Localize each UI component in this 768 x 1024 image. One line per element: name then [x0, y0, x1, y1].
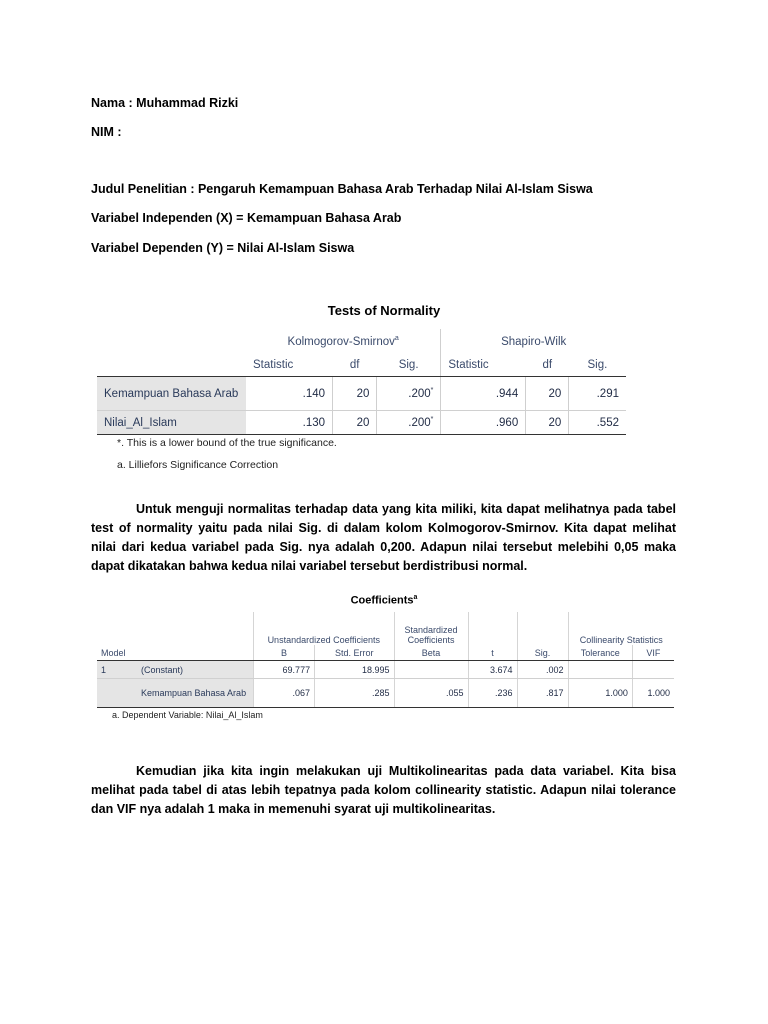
- coefficients-footnote: a. Dependent Variable: Nilai_Al_Islam: [112, 710, 263, 720]
- normality-table: [97, 329, 626, 435]
- table-row: Kemampuan Bahasa Arab .140 20 .200* .944 20 .291: [97, 377, 626, 411]
- col-header: B: [254, 645, 315, 661]
- student-nim: NIM :: [91, 125, 122, 139]
- col-header: Statistic: [246, 354, 333, 377]
- row-label: (Constant): [137, 661, 254, 679]
- sw-group-header: Shapiro-Wilk: [441, 329, 626, 354]
- col-header: Statistic: [441, 354, 526, 377]
- coefficients-table-title: Coefficients$^a$: [350, 594, 418, 607]
- normality-footnote: *. This is a lower bound of the true significance.: [117, 437, 337, 449]
- col-header: VIF: [632, 645, 674, 661]
- normality-table-title: Tests of Normality: [327, 303, 441, 318]
- col-header: Model: [97, 645, 137, 661]
- normality-footnote: a. Lilliefors Significance Correction: [117, 459, 279, 471]
- normality-paragraph: Untuk menguji normalitas terhadap data yang kita miliki, kita dapat melihatnya pada tabel test of normality yaitu pada nilai Sig. di dalam kolom Kolmogorov-Smirnov. Kita dapat melihat nilai dari kedua variabel pada Sig. nya adalah 0,200. Adapun nilai tersebut melebihi 0,05 maka dapat dikatakan bahwa kedua nilai variabel tersebut berdistribusi normal.: [91, 502, 676, 573]
- student-name: Nama : Muhammad Rizki: [91, 96, 239, 110]
- std-group-header: Standardized Coefficients: [394, 612, 468, 645]
- table-row: Kemampuan Bahasa Arab .067 .285 .055 .236 .817 1.000 1.000: [97, 679, 674, 708]
- collinearity-group-header: Collinearity Statistics: [568, 612, 674, 645]
- table-row: 1 (Constant) 69.777 18.995 3.674 .002: [97, 661, 674, 679]
- independent-variable: Variabel Independen (X) = Kemampuan Bahasa Arab: [91, 211, 402, 225]
- table-row: Nilai_Al_Islam .130 20 .200* .960 20 .552: [97, 411, 626, 435]
- row-label: Kemampuan Bahasa Arab: [97, 377, 246, 411]
- col-header: Sig.: [517, 645, 568, 661]
- research-title: Judul Penelitian : Pengaruh Kemampuan Bahasa Arab Terhadap Nilai Al-Islam Siswa: [91, 182, 593, 196]
- col-header: df: [526, 354, 569, 377]
- dependent-variable: Variabel Dependen (Y) = Nilai Al-Islam Siswa: [91, 241, 355, 255]
- col-header: Tolerance: [568, 645, 632, 661]
- col-header: Std. Error: [315, 645, 394, 661]
- model-number: 1: [97, 661, 137, 679]
- col-header: df: [333, 354, 377, 377]
- col-header: Sig.: [377, 354, 441, 377]
- ks-group-header: Kolmogorov-Smirnov$^a$: [287, 335, 399, 348]
- multicollinearity-paragraph: Kemudian jika kita ingin melakukan uji Multikolinearitas pada data variabel. Kita bisa melihat pada tabel di atas lebih tepatnya pada kolom collinearity statistic. Adapun nilai tolerance dan VIF nya adalah 1 maka in memenuhi syarat uji multikolinearitas.: [91, 764, 676, 816]
- unstd-group-header: Unstandardized Coefficients: [254, 612, 395, 645]
- col-header: t: [468, 645, 517, 661]
- col-header: Beta: [394, 645, 468, 661]
- row-label: Kemampuan Bahasa Arab: [137, 679, 254, 708]
- col-header: Sig.: [569, 354, 626, 377]
- row-label: Nilai_Al_Islam: [97, 411, 246, 435]
- coefficients-table: [97, 612, 674, 708]
